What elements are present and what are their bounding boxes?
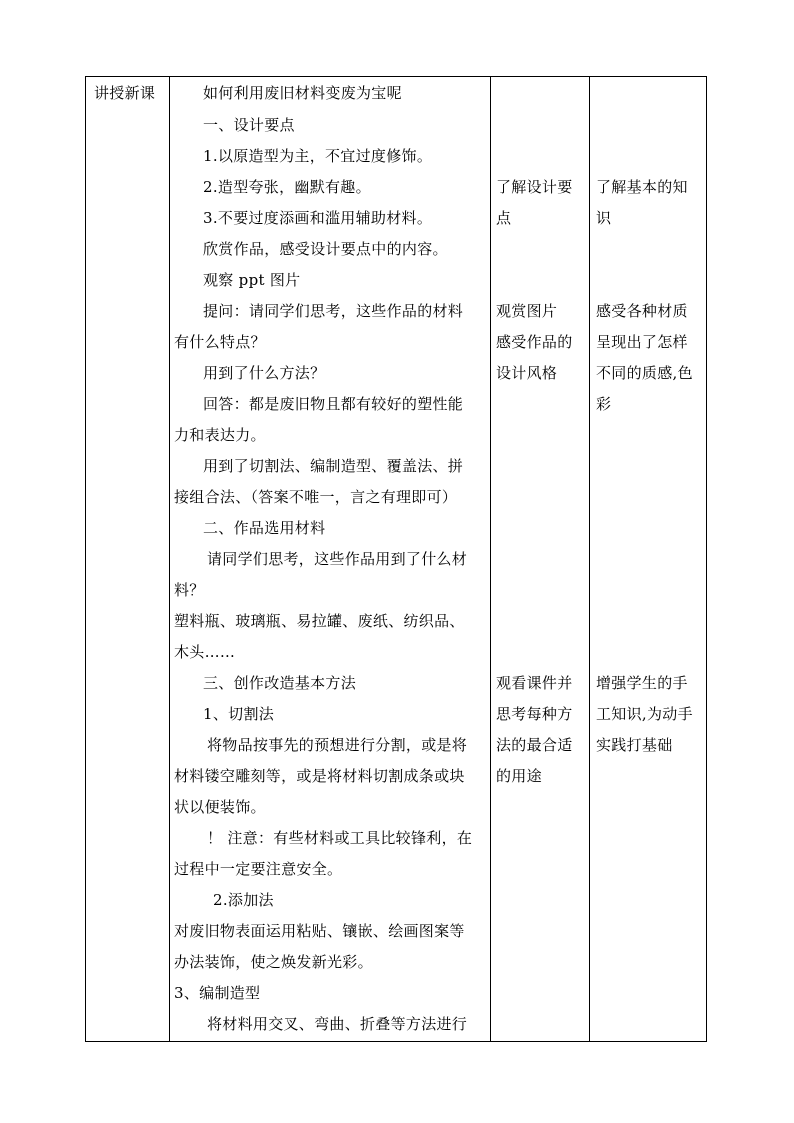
design-intent-line: 呈现出了怎样 (596, 333, 688, 351)
design-intent-line: 了解基本的知 (596, 178, 688, 196)
content-line: 过程中一定要注意安全。 (174, 860, 343, 878)
content-line: 二、作品选用材料 (203, 519, 326, 537)
content-line: 观察 ppt 图片 (203, 271, 301, 289)
student-activity-line: 了解设计要 (496, 178, 573, 196)
content-line: 木头…… (174, 643, 236, 661)
student-activity-line: 思考每种方 (496, 705, 573, 723)
content-line: 如何利用废旧材料变废为宝呢 (203, 84, 402, 102)
content-line: 1、切割法 (203, 705, 275, 723)
content-line: 用到了什么方法？ (203, 364, 326, 382)
content-line: 三、创作改造基本方法 (203, 674, 357, 692)
content-line: ！ 注意：有些材料或工具比较锋利，在 (207, 829, 473, 847)
content-line: 2.添加法 (213, 891, 274, 909)
content-line: 接组合法、（答案不唯一，言之有理即可） (174, 488, 458, 506)
student-activity-line: 的用途 (496, 767, 542, 785)
student-activity-line: 观看课件并 (496, 674, 573, 692)
design-intent-cell (589, 77, 708, 1041)
content-line: 状以便装饰。 (174, 798, 266, 816)
design-intent-line: 感受各种材质 (596, 302, 688, 320)
content-line: 将材料用交叉、弯曲、折叠等方法进行 (207, 1015, 468, 1033)
content-line: 有什么特点？ (174, 333, 266, 351)
section-label-cell (86, 77, 169, 1041)
student-activity-line: 点 (496, 209, 512, 227)
content-line: 请同学们思考，这些作品用到了什么材 (207, 550, 468, 568)
student-activity-line: 设计风格 (496, 364, 558, 382)
student-activity-cell (490, 77, 589, 1041)
content-line: 塑料瓶、玻璃瓶、易拉罐、废纸、纺织品、 (174, 612, 465, 630)
content-line: 1.以原造型为主，不宜过度修饰。 (203, 147, 433, 165)
design-intent-line: 工知识,为动手 (596, 705, 693, 723)
content-line: 对废旧物表面运用粘贴、镶嵌、绘画图案等 (174, 922, 465, 940)
content-line: 2.造型夸张，幽默有趣。 (203, 178, 371, 196)
design-intent-line: 实践打基础 (596, 736, 673, 754)
design-intent-line: 增强学生的手 (596, 674, 688, 692)
design-intent-line: 不同的质感,色 (596, 364, 693, 382)
design-intent-line: 识 (596, 209, 612, 227)
content-line: 3.不要过度添画和滥用辅助材料。 (203, 209, 433, 227)
content-line: 将物品按事先的预想进行分割，或是将 (207, 736, 468, 754)
content-line: 用到了切割法、编制造型、覆盖法、拼 (203, 457, 464, 475)
content-line: 提问：请同学们思考，这些作品的材料 (203, 302, 464, 320)
teaching-content-cell (169, 77, 490, 1041)
lesson-plan-table (85, 76, 707, 1042)
student-activity-line: 感受作品的 (496, 333, 573, 351)
student-activity-line: 观赏图片 (496, 302, 558, 320)
content-line: 材料镂空雕刻等，或是将材料切割成条或块 (174, 767, 465, 785)
section-label: 讲授新课 (94, 84, 156, 102)
content-line: 欣赏作品，感受设计要点中的内容。 (203, 240, 448, 258)
content-line: 办法装饰，使之焕发新光彩。 (174, 953, 373, 971)
content-line: 3、编制造型 (174, 984, 261, 1002)
content-line: 料？ (174, 581, 205, 599)
content-line: 力和表达力。 (174, 426, 266, 444)
student-activity-line: 法的最合适 (496, 736, 573, 754)
design-intent-line: 彩 (596, 395, 612, 413)
content-line: 回答：都是废旧物且都有较好的塑性能 (203, 395, 464, 413)
content-line: 一、设计要点 (203, 116, 295, 134)
